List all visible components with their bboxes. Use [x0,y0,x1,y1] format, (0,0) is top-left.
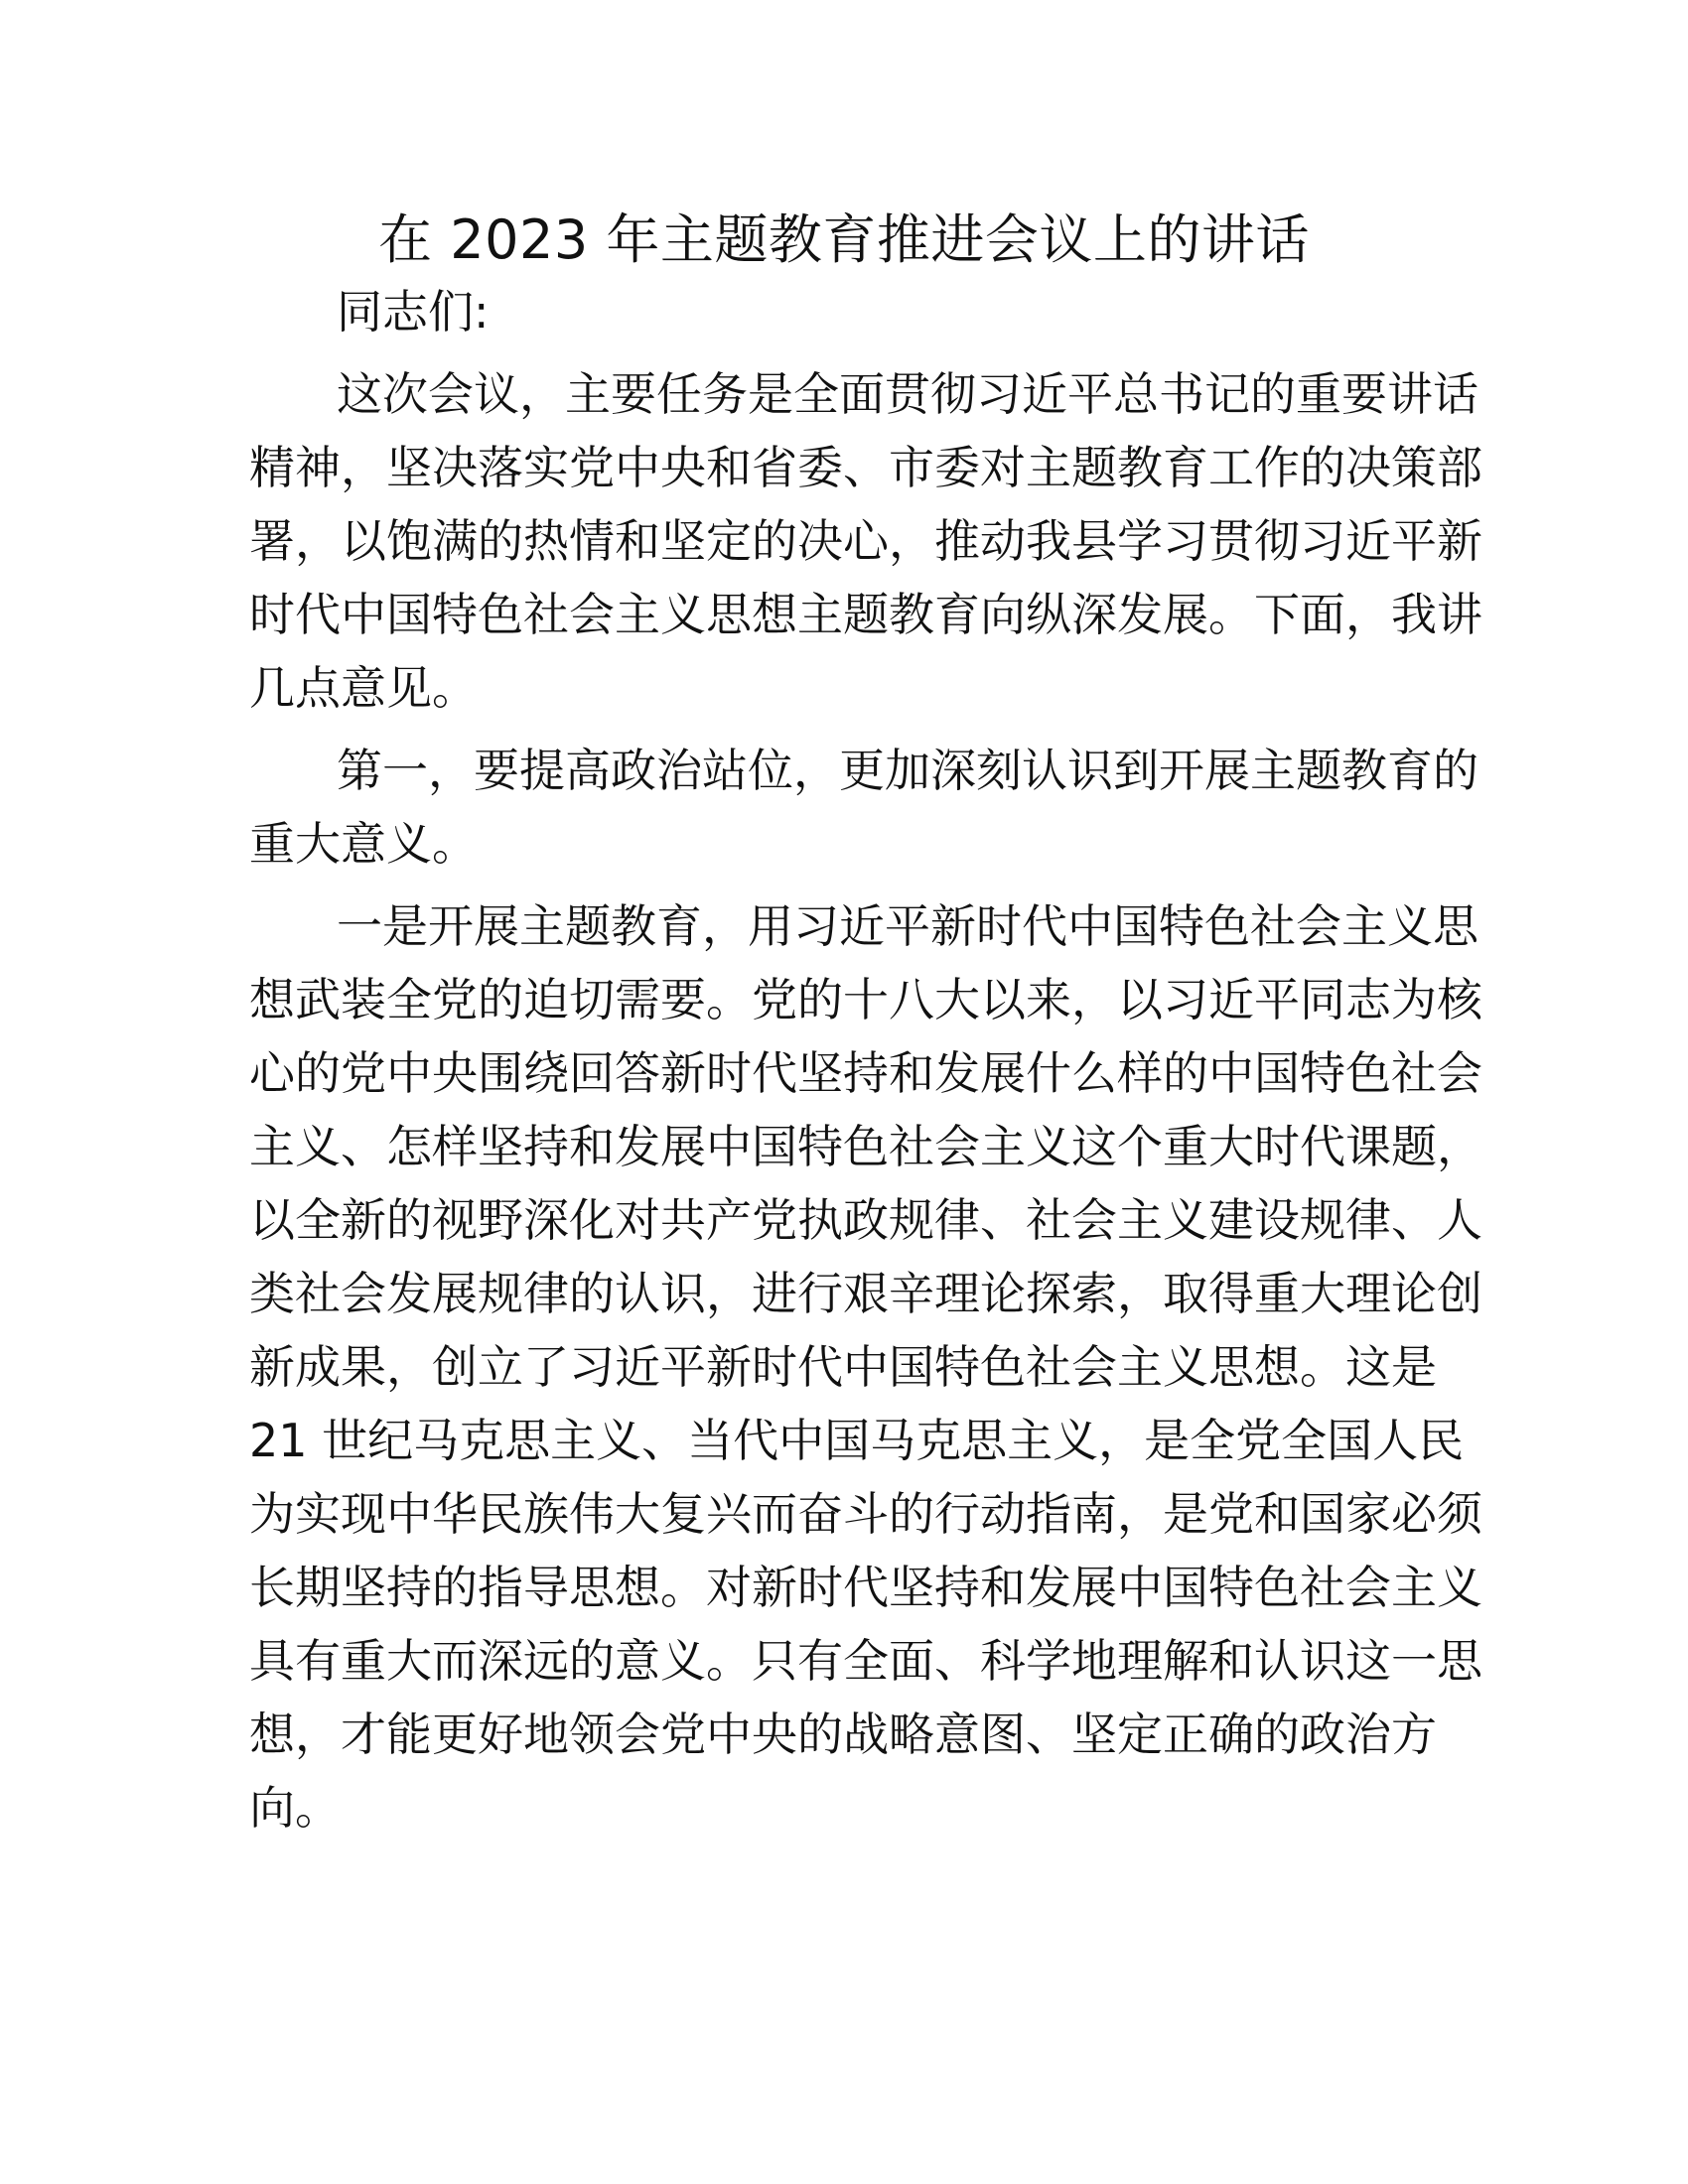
document-body [249,275,1482,1844]
paragraph-line: 精神，坚决落实党中央和省委、市委对主题教育工作的决策部 [249,441,1482,494]
paragraph-line: 类社会发展规律的认识，进行艰辛理论探索，取得重大理论创 [249,1267,1482,1320]
paragraph-line: 新成果，创立了习近平新时代中国特色社会主义思想。这是 [249,1340,1437,1394]
paragraph-line: 时代中国特色社会主义思想主题教育向纵深发展。下面，我讲 [249,588,1482,641]
paragraph-line: 想，才能更好地领会党中央的战略意图、坚定正确的政治方 [249,1707,1437,1761]
paragraph-line: 向。 [249,1781,341,1835]
body-paragraph-1 [249,357,1482,725]
paragraph-line: 心的党中央围绕回答新时代坚持和发展什么样的中国特色社会 [249,1046,1482,1100]
paragraph-line: 21 世纪马克思主义、当代中国马克思主义，是全党全国人民 [249,1414,1465,1467]
paragraph-line: 长期坚持的指导思想。对新时代坚持和发展中国特色社会主义 [249,1561,1482,1614]
paragraph-line: 署，以饱满的热情和坚定的决心，推动我县学习贯彻习近平新 [249,514,1482,568]
paragraph-line: 具有重大而深远的意义。只有全面、科学地理解和认识这一思 [249,1634,1482,1688]
paragraph-line: 为实现中华民族伟大复兴而奋斗的行动指南，是党和国家必须 [249,1487,1482,1541]
paragraph-line: 重大意义。 [249,817,478,871]
body-paragraph-2 [249,734,1478,881]
paragraph-line: 想武装全党的迫切需要。党的十八大以来，以习近平同志为核 [249,973,1482,1026]
salutation: 同志们: [337,285,490,339]
salutation-paragraph [249,275,1441,348]
paragraph-line: 以全新的视野深化对共产党执政规律、社会主义建设规律、人 [249,1193,1482,1247]
document-title: 在 2023 年主题教育推进会议上的讲话 [378,208,1310,271]
paragraph-line: 第一，要提高政治站位，更加深刻认识到开展主题教育的 [337,744,1478,797]
paragraph-line: 一是开展主题教育，用习近平新时代中国特色社会主义思 [337,899,1478,953]
paragraph-line: 这次会议，主要任务是全面贯彻习近平总书记的重要讲话 [337,367,1478,421]
paragraph-line: 主义、怎样坚持和发展中国特色社会主义这个重大时代课题， [249,1120,1482,1173]
paragraph-line: 几点意见。 [249,661,478,715]
body-paragraph-3 [249,889,1482,1844]
